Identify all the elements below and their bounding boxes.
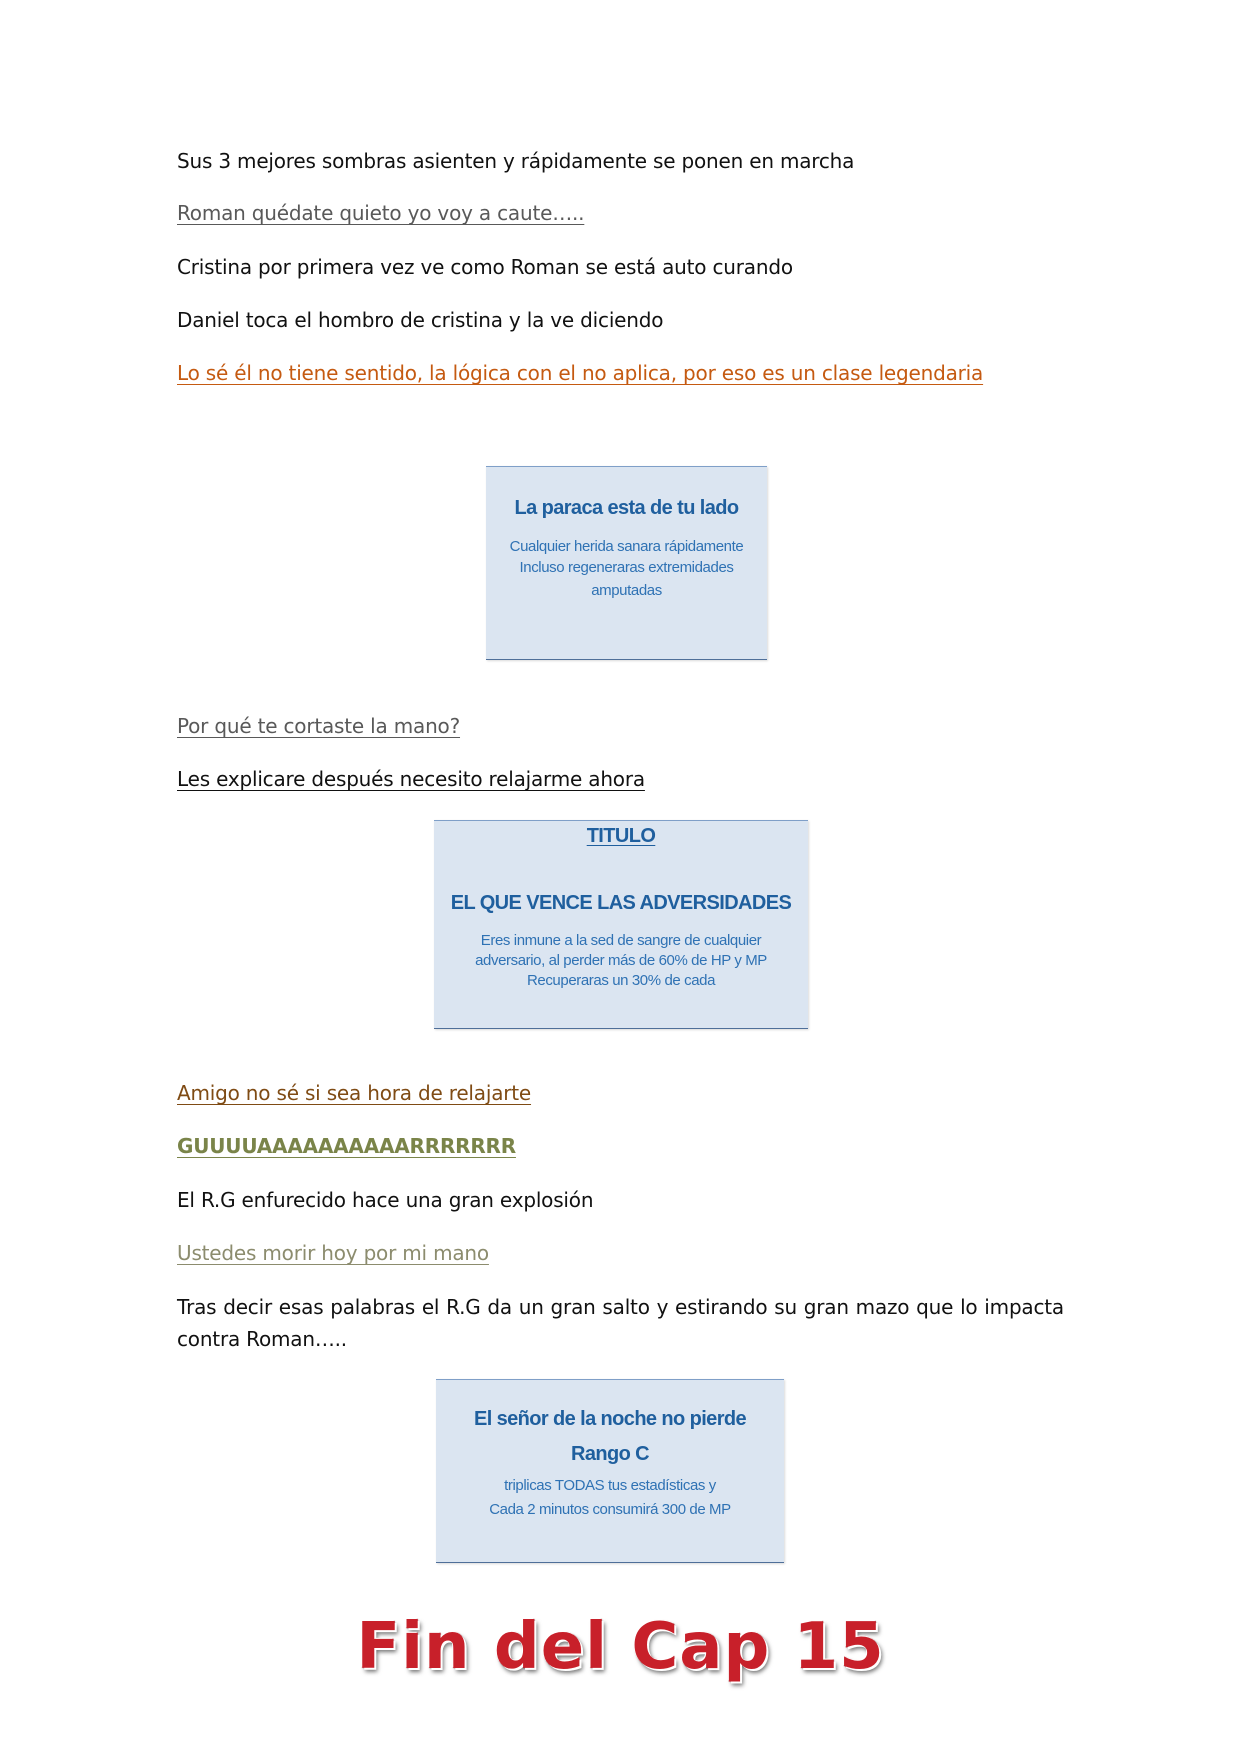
dialogue-rg-threat: Ustedes morir hoy por mi mano <box>177 1241 489 1265</box>
paragraph-rg-explosion: El R.G enfurecido hace una gran explosión <box>177 1188 594 1212</box>
title-box-desc-line: Recuperaras un 30% de cada <box>526 972 716 989</box>
skill-box-paraca <box>486 466 767 660</box>
title-box-desc-line: adversario, al perder más de 60% de HP y MP <box>475 952 767 969</box>
skill-box-desc-line: Cualquier herida sanara rápidamente <box>509 538 744 555</box>
skill-box-senor-noche <box>436 1379 784 1563</box>
skill-box-desc-line: Cada 2 minutos consumirá 300 de MP <box>489 1501 731 1518</box>
chapter-end-title: Fin del Cap 15 <box>356 1610 885 1684</box>
skill-box-title: La paraca esta de tu lado <box>514 497 739 519</box>
paragraph-shadows-move: Sus 3 mejores sombras asienten y rápidamente se ponen en marcha <box>177 149 855 173</box>
paragraph-daniel-touches: Daniel toca el hombro de cristina y la ve diciendo <box>177 308 664 332</box>
dialogue-explain-later: Les explicare después necesito relajarme ahora <box>177 767 645 791</box>
skill-box-rank: Rango C <box>570 1443 650 1465</box>
skill-box-desc-line: amputadas <box>591 582 662 599</box>
paragraph-rg-jump: Tras decir esas palabras el R.G da un gran salto y estirando su gran mazo que lo impacta contra Roman….. <box>177 1295 1064 1351</box>
title-box-heading: TITULO <box>586 825 656 847</box>
title-box-title: EL QUE VENCE LAS ADVERSIDADES <box>450 892 792 914</box>
skill-box-desc-line: triplicas TODAS tus estadísticas y <box>504 1477 716 1494</box>
skill-box-title: El señor de la noche no pierde <box>473 1408 747 1430</box>
dialogue-friend-relax: Amigo no sé si sea hora de relajarte <box>177 1081 532 1105</box>
skill-box-desc-line: Incluso regeneraras extremidades <box>519 559 734 576</box>
dialogue-legendary-class: Lo sé él no tiene sentido, la lógica con el no aplica, por eso es un clase legendaria <box>177 361 984 385</box>
roar-text: GUUUUAAAAAAAAAARRRRRRR <box>177 1134 516 1158</box>
dialogue-why-cut-hand: Por qué te cortaste la mano? <box>177 714 461 738</box>
title-box-desc-line: Eres inmune a la sed de sangre de cualquier <box>480 932 762 949</box>
dialogue-roman-stay: Roman quédate quieto yo voy a caute….. <box>177 201 585 225</box>
paragraph-cristina-sees: Cristina por primera vez ve como Roman se está auto curando <box>177 255 793 279</box>
title-box-adversidades <box>434 820 808 1029</box>
